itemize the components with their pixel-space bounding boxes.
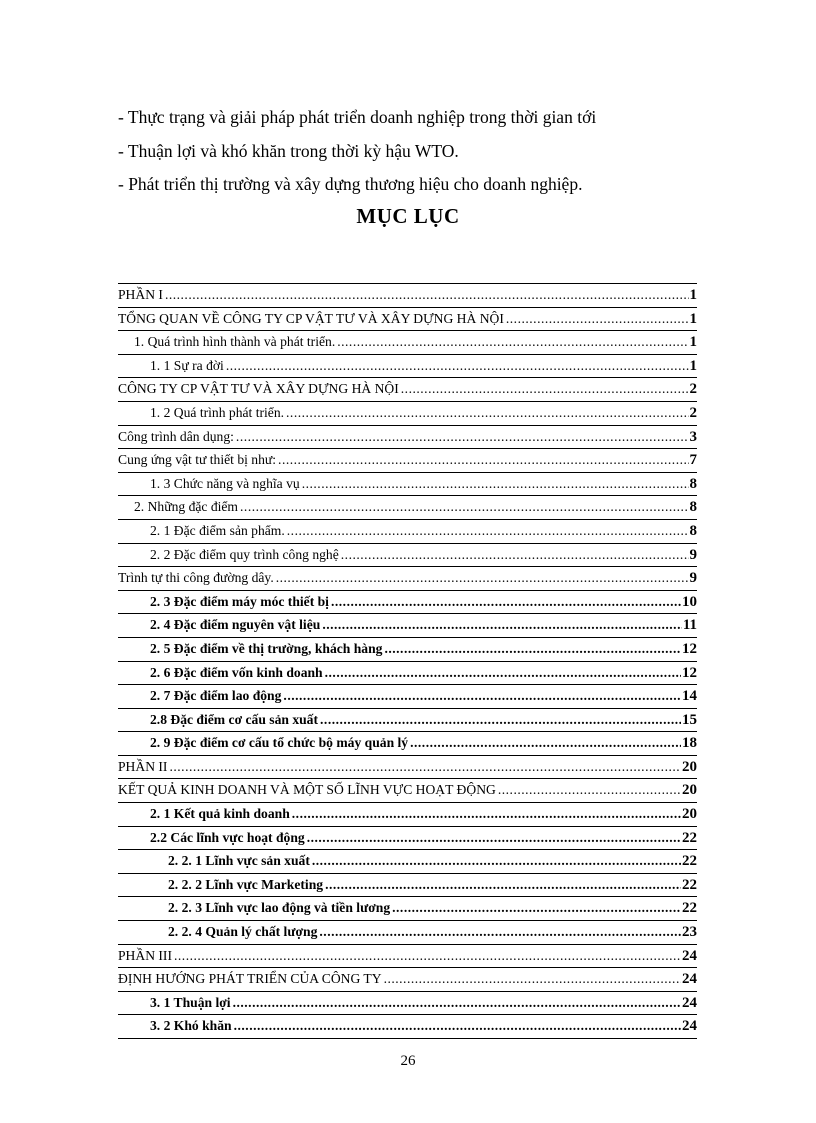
toc-entry-page: 1 bbox=[689, 287, 697, 303]
toc-leader-dots bbox=[410, 732, 681, 755]
toc-entry[interactable] bbox=[118, 591, 697, 615]
toc-entry[interactable] bbox=[118, 544, 697, 568]
toc-entry-label: 2. 3 Đặc điểm máy móc thiết bị bbox=[150, 593, 329, 609]
toc-entry-page: 23 bbox=[682, 924, 697, 941]
toc-leader-dots bbox=[292, 803, 681, 826]
toc-entry-label: 2. 2 Đặc điểm quy trình công nghệ bbox=[150, 546, 339, 562]
toc-entry[interactable] bbox=[118, 496, 697, 520]
toc-entry-label: 1. 3 Chức năng và nghĩa vụ bbox=[150, 475, 300, 491]
toc-entry[interactable] bbox=[118, 426, 697, 450]
toc-entry-label: PHẦN I bbox=[118, 287, 163, 302]
intro-line: - Thuận lợi và khó khăn trong thời kỳ hậu WTO. bbox=[118, 140, 459, 161]
toc-entry[interactable] bbox=[118, 945, 697, 969]
toc-entry-page: 24 bbox=[682, 947, 697, 964]
toc-entry[interactable] bbox=[118, 803, 697, 827]
toc-leader-dots bbox=[174, 945, 681, 968]
toc-leader-dots bbox=[307, 827, 681, 850]
toc-entry-page: 2 bbox=[689, 404, 697, 421]
toc-leader-dots bbox=[401, 378, 689, 401]
toc-entry-page: 9 bbox=[689, 570, 697, 587]
toc-entry-page: 11 bbox=[682, 617, 697, 634]
toc-entry-page: 20 bbox=[682, 758, 697, 775]
toc-entry[interactable] bbox=[118, 355, 697, 379]
toc-leader-dots bbox=[236, 426, 689, 449]
toc-entry-page: 12 bbox=[682, 640, 697, 657]
toc-entry-label: PHẦN II bbox=[118, 758, 168, 774]
toc-entry[interactable] bbox=[118, 402, 697, 426]
toc-leader-dots bbox=[325, 874, 681, 897]
toc-entry[interactable] bbox=[118, 874, 697, 898]
toc-entry-label: PHẦN III bbox=[118, 947, 172, 963]
intro-line: - Thực trạng và giải pháp phát triển doanh nghiệp trong thời gian tới bbox=[118, 107, 597, 127]
toc-entry-page: 15 bbox=[682, 711, 697, 728]
toc-entry-page: 8 bbox=[689, 499, 697, 516]
toc-entry[interactable] bbox=[118, 614, 697, 638]
toc-entry-page: 22 bbox=[682, 876, 697, 893]
toc-entry-page: 8 bbox=[689, 522, 697, 539]
toc-entry[interactable] bbox=[118, 567, 697, 591]
toc-entry[interactable] bbox=[118, 827, 697, 851]
toc-entry[interactable] bbox=[118, 756, 697, 780]
toc-entry-page: 3 bbox=[689, 428, 697, 445]
toc-leader-dots bbox=[234, 1015, 681, 1038]
toc-entry[interactable] bbox=[118, 850, 697, 874]
toc-entry-label: 2. 2. 4 Quản lý chất lượng bbox=[168, 924, 318, 940]
toc-entry-page: 1 bbox=[689, 310, 697, 327]
toc-entry-label: 3. 1 Thuận lợi bbox=[150, 994, 231, 1010]
toc-leader-dots bbox=[319, 921, 681, 944]
toc-entry-page: 1 bbox=[689, 357, 697, 374]
toc-entry[interactable] bbox=[118, 968, 697, 992]
toc-leader-dots bbox=[226, 355, 689, 378]
toc-entry[interactable] bbox=[118, 1015, 697, 1039]
toc-entry[interactable] bbox=[118, 732, 697, 756]
toc-entry-page: 12 bbox=[682, 664, 697, 681]
toc-entry-page: 24 bbox=[682, 1018, 697, 1035]
toc-leader-dots bbox=[322, 614, 682, 637]
toc-entry-label: 2. 2. 2 Lĩnh vực Marketing bbox=[168, 876, 324, 892]
toc-entry-label: 2. 1 Kết quả kinh doanh bbox=[150, 806, 290, 822]
toc-entry-label: KẾT QUẢ KINH DOANH VÀ MỘT SỐ LĨNH VỰC HOẠT ĐỘNG bbox=[118, 782, 496, 798]
toc-entry-page: 18 bbox=[682, 735, 697, 752]
toc-leader-dots bbox=[276, 567, 689, 590]
toc-entry[interactable] bbox=[118, 308, 697, 332]
toc-entry-label: ĐỊNH HƯỚNG PHÁT TRIỂN CỦA CÔNG TY bbox=[118, 971, 382, 987]
toc-entry-label: 1. 1 Sự ra đời bbox=[150, 357, 224, 373]
toc-leader-dots bbox=[331, 591, 681, 614]
toc-leader-dots bbox=[337, 331, 688, 354]
toc-entry[interactable] bbox=[118, 709, 697, 733]
toc-leader-dots bbox=[498, 779, 681, 802]
toc-leader-dots bbox=[392, 897, 681, 920]
toc-entry-page: 22 bbox=[682, 900, 697, 917]
toc-entry-page: 10 bbox=[682, 593, 697, 610]
toc-entry-page: 22 bbox=[682, 829, 697, 846]
table-of-contents bbox=[118, 283, 697, 1039]
toc-entry-page: 22 bbox=[682, 853, 697, 870]
toc-leader-dots bbox=[384, 968, 681, 991]
toc-entry[interactable] bbox=[118, 685, 697, 709]
toc-entry-label: 2. 2. 3 Lĩnh vực lao động và tiền lương bbox=[168, 900, 391, 916]
intro-line: - Phát triển thị trường và xây dựng thương hiệu cho doanh nghiệp. bbox=[118, 174, 583, 194]
page-number: 26 bbox=[400, 1053, 416, 1069]
toc-entry[interactable] bbox=[118, 378, 697, 402]
toc-title: MỤC LỤC bbox=[356, 204, 460, 228]
toc-leader-dots bbox=[278, 449, 688, 472]
toc-leader-dots bbox=[341, 544, 689, 567]
toc-entry-label: 2.2 Các lĩnh vực hoạt động bbox=[150, 829, 305, 845]
toc-entry-page: 24 bbox=[682, 994, 697, 1011]
toc-leader-dots bbox=[283, 685, 681, 708]
toc-entry-label: Công trình dân dụng: bbox=[118, 428, 234, 444]
toc-entry[interactable] bbox=[118, 284, 697, 308]
toc-entry[interactable] bbox=[118, 473, 697, 497]
toc-entry[interactable] bbox=[118, 992, 697, 1016]
toc-entry-page: 2 bbox=[689, 381, 697, 398]
toc-leader-dots bbox=[320, 709, 681, 732]
toc-entry-page: 20 bbox=[682, 782, 697, 799]
toc-entry-label: 2. 6 Đặc điểm vốn kinh doanh bbox=[150, 664, 323, 680]
toc-entry-label: TỔNG QUAN VỀ CÔNG TY CP VẬT TƯ VÀ XÂY DỰNG HÀ NỘI bbox=[118, 310, 504, 326]
toc-leader-dots bbox=[287, 520, 689, 543]
toc-entry-page: 8 bbox=[689, 475, 697, 492]
toc-entry-page: 7 bbox=[689, 452, 697, 469]
toc-entry-label: 3. 2 Khó khăn bbox=[150, 1018, 232, 1034]
toc-entry-label: 1. 2 Quá trình phát triển. bbox=[150, 404, 285, 420]
toc-entry-label: Cung ứng vật tư thiết bị như: bbox=[118, 452, 277, 468]
toc-leader-dots bbox=[325, 662, 681, 685]
toc-entry[interactable] bbox=[118, 779, 697, 803]
toc-entry[interactable] bbox=[118, 662, 697, 686]
toc-entry-label: 2. 2. 1 Lĩnh vực sản xuất bbox=[168, 853, 310, 869]
toc-entry-page: 24 bbox=[682, 971, 697, 988]
toc-entry[interactable] bbox=[118, 897, 697, 921]
toc-entry-label: 2. 9 Đặc điểm cơ cấu tổ chức bộ máy quản lý bbox=[150, 735, 409, 751]
toc-entry[interactable] bbox=[118, 638, 697, 662]
toc-leader-dots bbox=[384, 638, 681, 661]
toc-entry-label: 1. Quá trình hình thành và phát triển. bbox=[134, 334, 336, 350]
toc-leader-dots bbox=[233, 992, 681, 1015]
toc-entry-label: 2.8 Đặc điểm cơ cấu sản xuất bbox=[150, 711, 319, 727]
toc-entry-label: CÔNG TY CP VẬT TƯ VÀ XÂY DỰNG HÀ NỘI bbox=[118, 381, 399, 397]
toc-entry-page: 20 bbox=[682, 806, 697, 823]
toc-leader-dots bbox=[506, 308, 689, 331]
toc-entry-label: 2. Những đặc điểm bbox=[134, 499, 239, 515]
toc-entry-label: 2. 7 Đặc điểm lao động bbox=[150, 688, 282, 704]
toc-entry-page: 9 bbox=[689, 546, 697, 563]
toc-entry[interactable] bbox=[118, 520, 697, 544]
toc-leader-dots bbox=[169, 756, 681, 779]
toc-leader-dots bbox=[165, 284, 689, 307]
toc-entry-label: 2. 4 Đặc điểm nguyên vật liệu bbox=[150, 617, 321, 633]
toc-entry-label: Trình tự thi công đường dây. bbox=[118, 570, 274, 586]
toc-entry[interactable] bbox=[118, 921, 697, 945]
toc-leader-dots bbox=[312, 850, 681, 873]
toc-leader-dots bbox=[240, 496, 688, 519]
toc-leader-dots bbox=[286, 402, 688, 425]
intro-bullets bbox=[118, 101, 758, 202]
toc-entry-label: 2. 1 Đặc điểm sản phẩm. bbox=[150, 522, 285, 538]
toc-entry-page: 1 bbox=[689, 334, 697, 351]
toc-entry-label: 2. 5 Đặc điểm về thị trường, khách hàng bbox=[150, 640, 383, 656]
toc-entry[interactable] bbox=[118, 449, 697, 473]
toc-entry-page: 14 bbox=[682, 688, 697, 705]
toc-entry[interactable] bbox=[118, 331, 697, 355]
toc-leader-dots bbox=[302, 473, 689, 496]
